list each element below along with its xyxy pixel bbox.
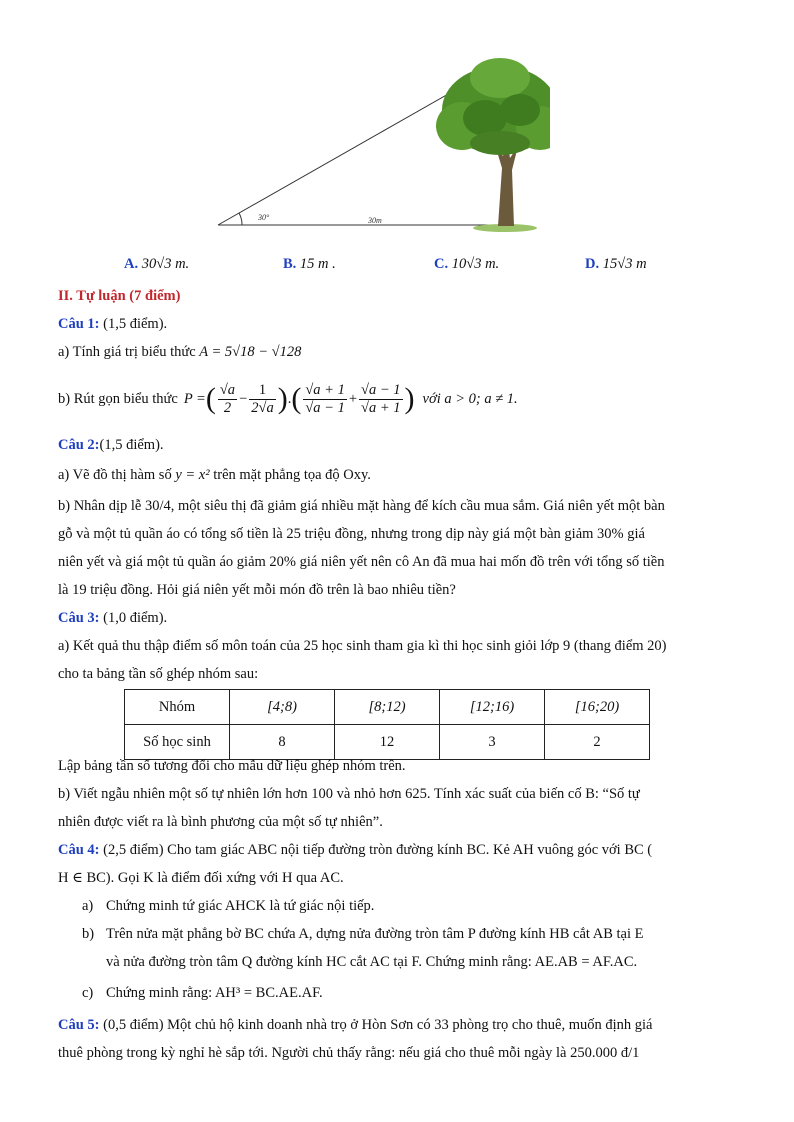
- q2-b-line: b) Nhân dịp lễ 30/4, một siêu thị đã giảm giá nhiều mặt hàng để kích cầu mua sắm. Giá niên yết một bàn: [58, 498, 665, 514]
- option-value: 15 m .: [299, 256, 336, 272]
- q3-after-table: Lập bảng tần số tương đối cho mẫu dữ liệu ghép nhóm trên.: [58, 758, 406, 774]
- option-value: 30√3 m.: [141, 256, 190, 272]
- paren-close: ): [404, 382, 415, 415]
- tree-canopy: [436, 58, 550, 155]
- option-letter: B.: [283, 256, 297, 272]
- q1-a-text: a) Tính giá trị biểu thức: [58, 344, 196, 360]
- q4-item-b: [82, 926, 643, 943]
- option-d: [585, 256, 647, 273]
- q1-a-expr: A = 5√18 − √128: [199, 344, 302, 360]
- q1-heading: [58, 316, 167, 333]
- section-title: II. Tự luận (7 điểm): [58, 288, 181, 304]
- table-cell: Số học sinh: [125, 725, 230, 760]
- fraction: $\frac{√a + 1}{√a - 1}$: [305, 381, 345, 416]
- q2-b-line: gỗ và một tủ quần áo có tổng số tiền là 25 triệu đồng, nhưng trong dịp này giá một bàn giảm 30% giá: [58, 526, 645, 542]
- option-a: [124, 256, 189, 273]
- q2-b-line: là 19 triệu đồng. Hỏi giá niên yết mỗi món đồ trên là bao nhiêu tiền?: [58, 582, 456, 598]
- q3-points: (1,0 điểm).: [99, 610, 168, 626]
- q1-b-text: b) Rút gọn biểu thức: [58, 390, 178, 407]
- q3-heading: [58, 610, 167, 627]
- q1-b-cond: với a > 0; a ≠ 1.: [422, 390, 518, 407]
- frequency-table: [124, 689, 650, 760]
- angle-arc: [239, 213, 242, 225]
- option-b: [283, 256, 336, 273]
- q3-label: Câu 3:: [58, 610, 100, 626]
- table-cell: 3: [440, 725, 545, 760]
- angle-label: 30°: [258, 213, 270, 222]
- table-cell: [8;12): [335, 690, 440, 725]
- fraction: $\frac{√a}{2}$: [219, 381, 236, 416]
- item-marker: c): [82, 985, 94, 1001]
- table-row: [125, 690, 650, 725]
- q2-a-expr: y = x²: [175, 467, 210, 483]
- item-text: Trên nửa mặt phẳng bờ BC chứa A, dựng nửa đường tròn tâm P đường kính HB cắt AB tại E: [106, 926, 644, 942]
- option-letter: D.: [585, 256, 600, 272]
- option-value: 15√3 m: [602, 256, 647, 272]
- option-c: [434, 256, 499, 273]
- q2-a-text2: trên mặt phẳng tọa độ Oxy.: [213, 467, 371, 483]
- q4-label: Câu 4:: [58, 842, 100, 858]
- q2-b-line: niên yết và giá một tủ quần áo giảm 20% giá niên yết nên cô An đã mua hai mốn đồ trên với tổng số tiền: [58, 554, 665, 570]
- table-cell: 8: [230, 725, 335, 760]
- table-cell: 12: [335, 725, 440, 760]
- table-cell: [16;20): [545, 690, 650, 725]
- q5-line1: (0,5 điểm) Một chủ hộ kinh doanh nhà trọ ở Hòn Sơn có 33 phòng trọ cho thuê, muốn định giá: [99, 1017, 653, 1033]
- distance-label: 30m: [368, 216, 382, 225]
- q2-a-text: a) Vẽ đồ thị hàm số: [58, 467, 172, 483]
- q5-label: Câu 5:: [58, 1017, 100, 1033]
- q2-label: Câu 2:: [58, 437, 100, 453]
- fraction: $\frac{√a - 1}{√a + 1}$: [361, 381, 401, 416]
- table-row: [125, 725, 650, 760]
- q1-points: (1,5 điểm).: [99, 316, 168, 332]
- q2-points: (1,5 điểm).: [99, 437, 164, 453]
- q2-a: [58, 467, 371, 484]
- item-marker: a): [82, 898, 94, 914]
- table-cell: Nhóm: [125, 690, 230, 725]
- q4-item-a: [82, 898, 374, 915]
- q1-label: Câu 1:: [58, 316, 100, 332]
- paren-close: ): [277, 382, 288, 415]
- item-marker: b): [82, 926, 95, 942]
- table-cell: [4;8): [230, 690, 335, 725]
- q4-line2: H ∈ BC). Gọi K là điểm đối xứng với H qua AC.: [58, 870, 344, 886]
- q4-item-b-cont: [82, 954, 637, 971]
- option-letter: A.: [124, 256, 139, 272]
- item-text: và nửa đường tròn tâm Q đường kính HC cắt AC tại F. Chứng minh rằng: AE.AB = AF.AC.: [106, 954, 638, 970]
- q2-heading: [58, 437, 164, 454]
- q1-b-expr: P =: [183, 390, 206, 407]
- item-text: Chứng minh rằng: AH³ = BC.AE.AF.: [106, 985, 323, 1001]
- q3-b-line: b) Viết ngẫu nhiên một số tự nhiên lớn hơn 100 và nhỏ hơn 625. Tính xác suất của biến cố B: “Số tự: [58, 786, 640, 802]
- fraction: $\frac{1}{2√a}$: [251, 381, 274, 416]
- paren-open: (: [205, 382, 216, 415]
- q4-item-c: [82, 985, 323, 1002]
- q5-heading: [58, 1017, 652, 1034]
- q3-a-line: cho ta bảng tần số ghép nhóm sau:: [58, 666, 259, 682]
- q1-a: [58, 344, 301, 361]
- q4-line1: (2,5 điểm) Cho tam giác ABC nội tiếp đường tròn đường kính BC. Kẻ AH vuông góc với BC (: [99, 842, 653, 858]
- q1-b: b) Rút gọn biểu thức P = ( $\frac{√a}{2}$ − $\frac{1}{2√a}$ ) . ( $\frac{√a + 1}{√a - 1}$ + $\frac{√a - 1}{√a + 1}$ ) với a > 0; a ≠ 1.: [58, 381, 518, 416]
- q5-line2: thuê phòng trong kỳ nghỉ hè sắp tới. Người chủ thấy rằng: nếu giá cho thuê mỗi ngày là 250.000 đ/1: [58, 1045, 640, 1061]
- item-text: Chứng minh tứ giác AHCK là tứ giác nội tiếp.: [106, 898, 375, 914]
- table-cell: [12;16): [440, 690, 545, 725]
- q4-heading: [58, 842, 652, 859]
- option-letter: C.: [434, 256, 449, 272]
- paren-open: (: [291, 382, 302, 415]
- q3-b-line: nhiên được viết ra là bình phương của một số tự nhiên”.: [58, 814, 383, 830]
- q3-a-line: a) Kết quả thu thập điểm số môn toán của 25 học sinh tham gia kì thi học sinh giỏi lớp 9 (thang điểm 20): [58, 638, 667, 654]
- tree-figure: [200, 48, 550, 238]
- table-cell: 2: [545, 725, 650, 760]
- option-value: 10√3 m.: [451, 256, 500, 272]
